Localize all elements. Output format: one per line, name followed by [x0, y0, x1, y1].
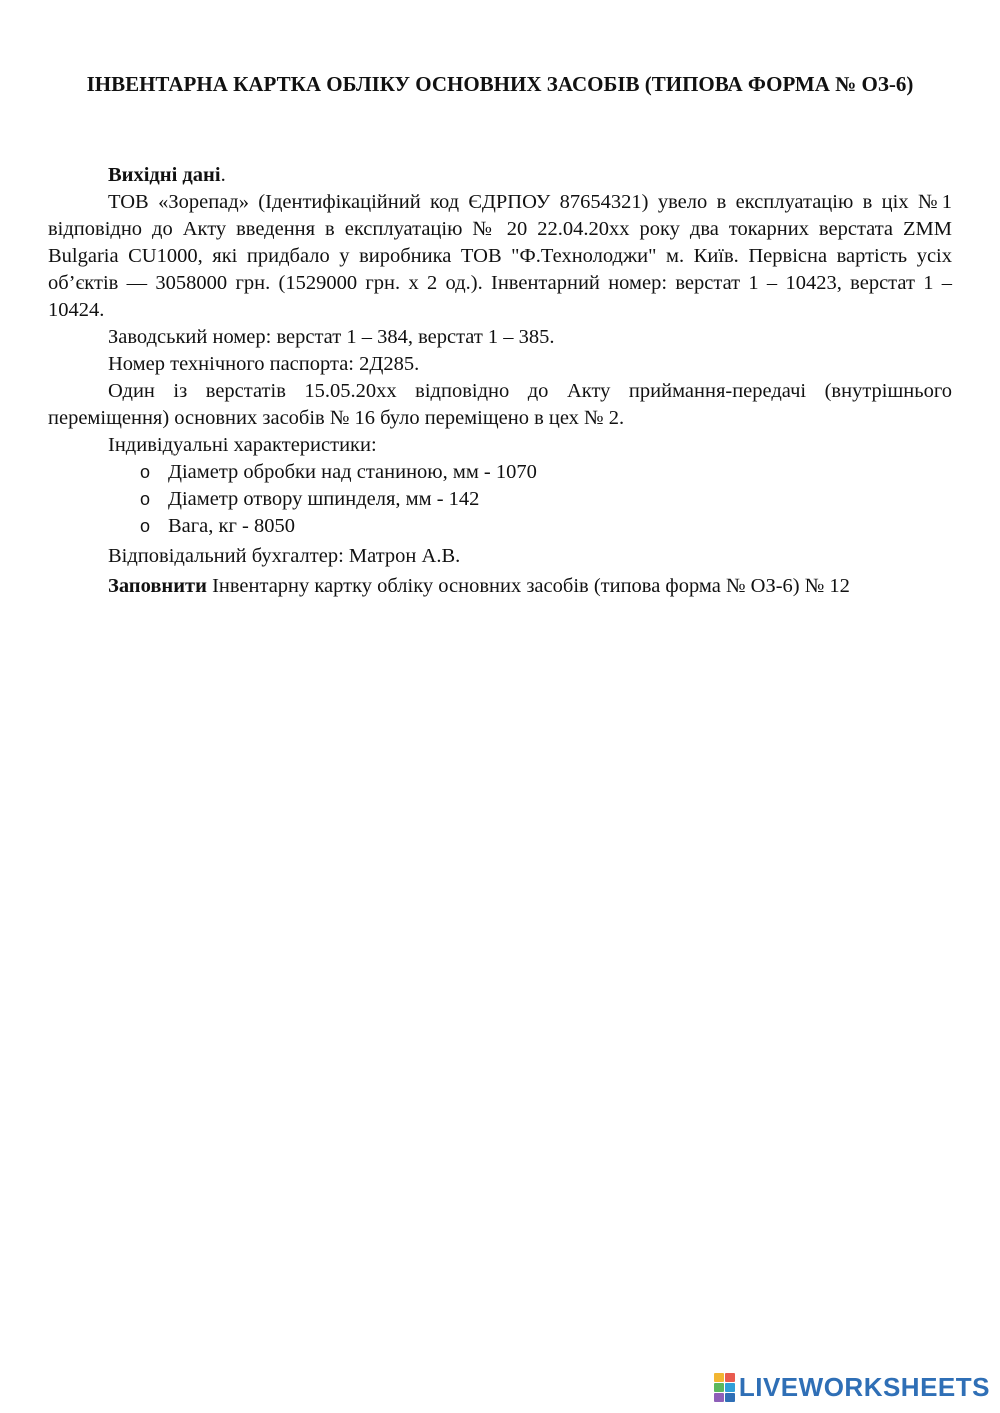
list-item-text: Вага, кг - 8050 [168, 515, 295, 537]
accountant-line: Відповідальний бухгалтер: Матрон А.В. [108, 545, 461, 567]
list-item [140, 486, 952, 513]
passport-number: Номер технічного паспорта: 2Д285. [108, 353, 420, 375]
list-item-text: Діаметр отвору шпинделя, мм - 142 [168, 488, 480, 510]
task-paragraph [48, 573, 952, 600]
list-item [140, 459, 952, 486]
factory-number: Заводський номер: верстат 1 – 384, верстат 1 – 385. [108, 326, 555, 348]
transfer-paragraph: Один із верстатів 15.05.20хх відповідно до Акту приймання-передачі (внутрішнього переміщення) основних засобів № 16 було переміщено в цех № 2. [48, 380, 952, 429]
logo-text: LIVEWORKSHEETS [738, 1372, 990, 1402]
document-body [48, 162, 952, 600]
list-item-text: Діаметр обробки над станиною, мм - 1070 [168, 461, 537, 483]
source-heading-suffix: . [220, 164, 226, 186]
bullet-icon: o [140, 516, 151, 536]
source-heading-line [48, 162, 952, 189]
bullet-icon: o [140, 489, 151, 509]
main-paragraph: ТОВ «Зорепад» (Ідентифікаційний код ЄДРПОУ 87654321) увело в експлуатацію в ціх №1 відповідно до Акту введення в експлуатацію № 20 22.04.20хх року два токарних верстата ZMM Bulgaria CU1000, які придбало у виробника ТОВ "Ф.Технолоджи" м. Київ. Первісна вартість усіх об’єктів — 3058000 грн. (1529000 грн. х 2 од.). Інвентарний номер: верстат 1 – 10423, верстат 1 – 10424. [48, 191, 952, 321]
liveworksheets-logo-icon [714, 1373, 735, 1402]
task-bold: Заповнити [108, 575, 207, 597]
liveworksheets-logo[interactable] [714, 1372, 990, 1403]
list-item [140, 513, 952, 540]
characteristics-heading: Індивідуальні характеристики: [108, 434, 377, 456]
page-title: ІНВЕНТАРНА КАРТКА ОБЛІКУ ОСНОВНИХ ЗАСОБІВ (ТИПОВА ФОРМА № ОЗ-6) [86, 72, 914, 96]
characteristics-list [48, 459, 952, 540]
task-rest: Інвентарну картку обліку основних засобів (типова форма № ОЗ-6) № 12 [206, 575, 850, 597]
source-heading: Вихідні дані [108, 164, 221, 186]
bullet-icon: o [140, 462, 151, 482]
